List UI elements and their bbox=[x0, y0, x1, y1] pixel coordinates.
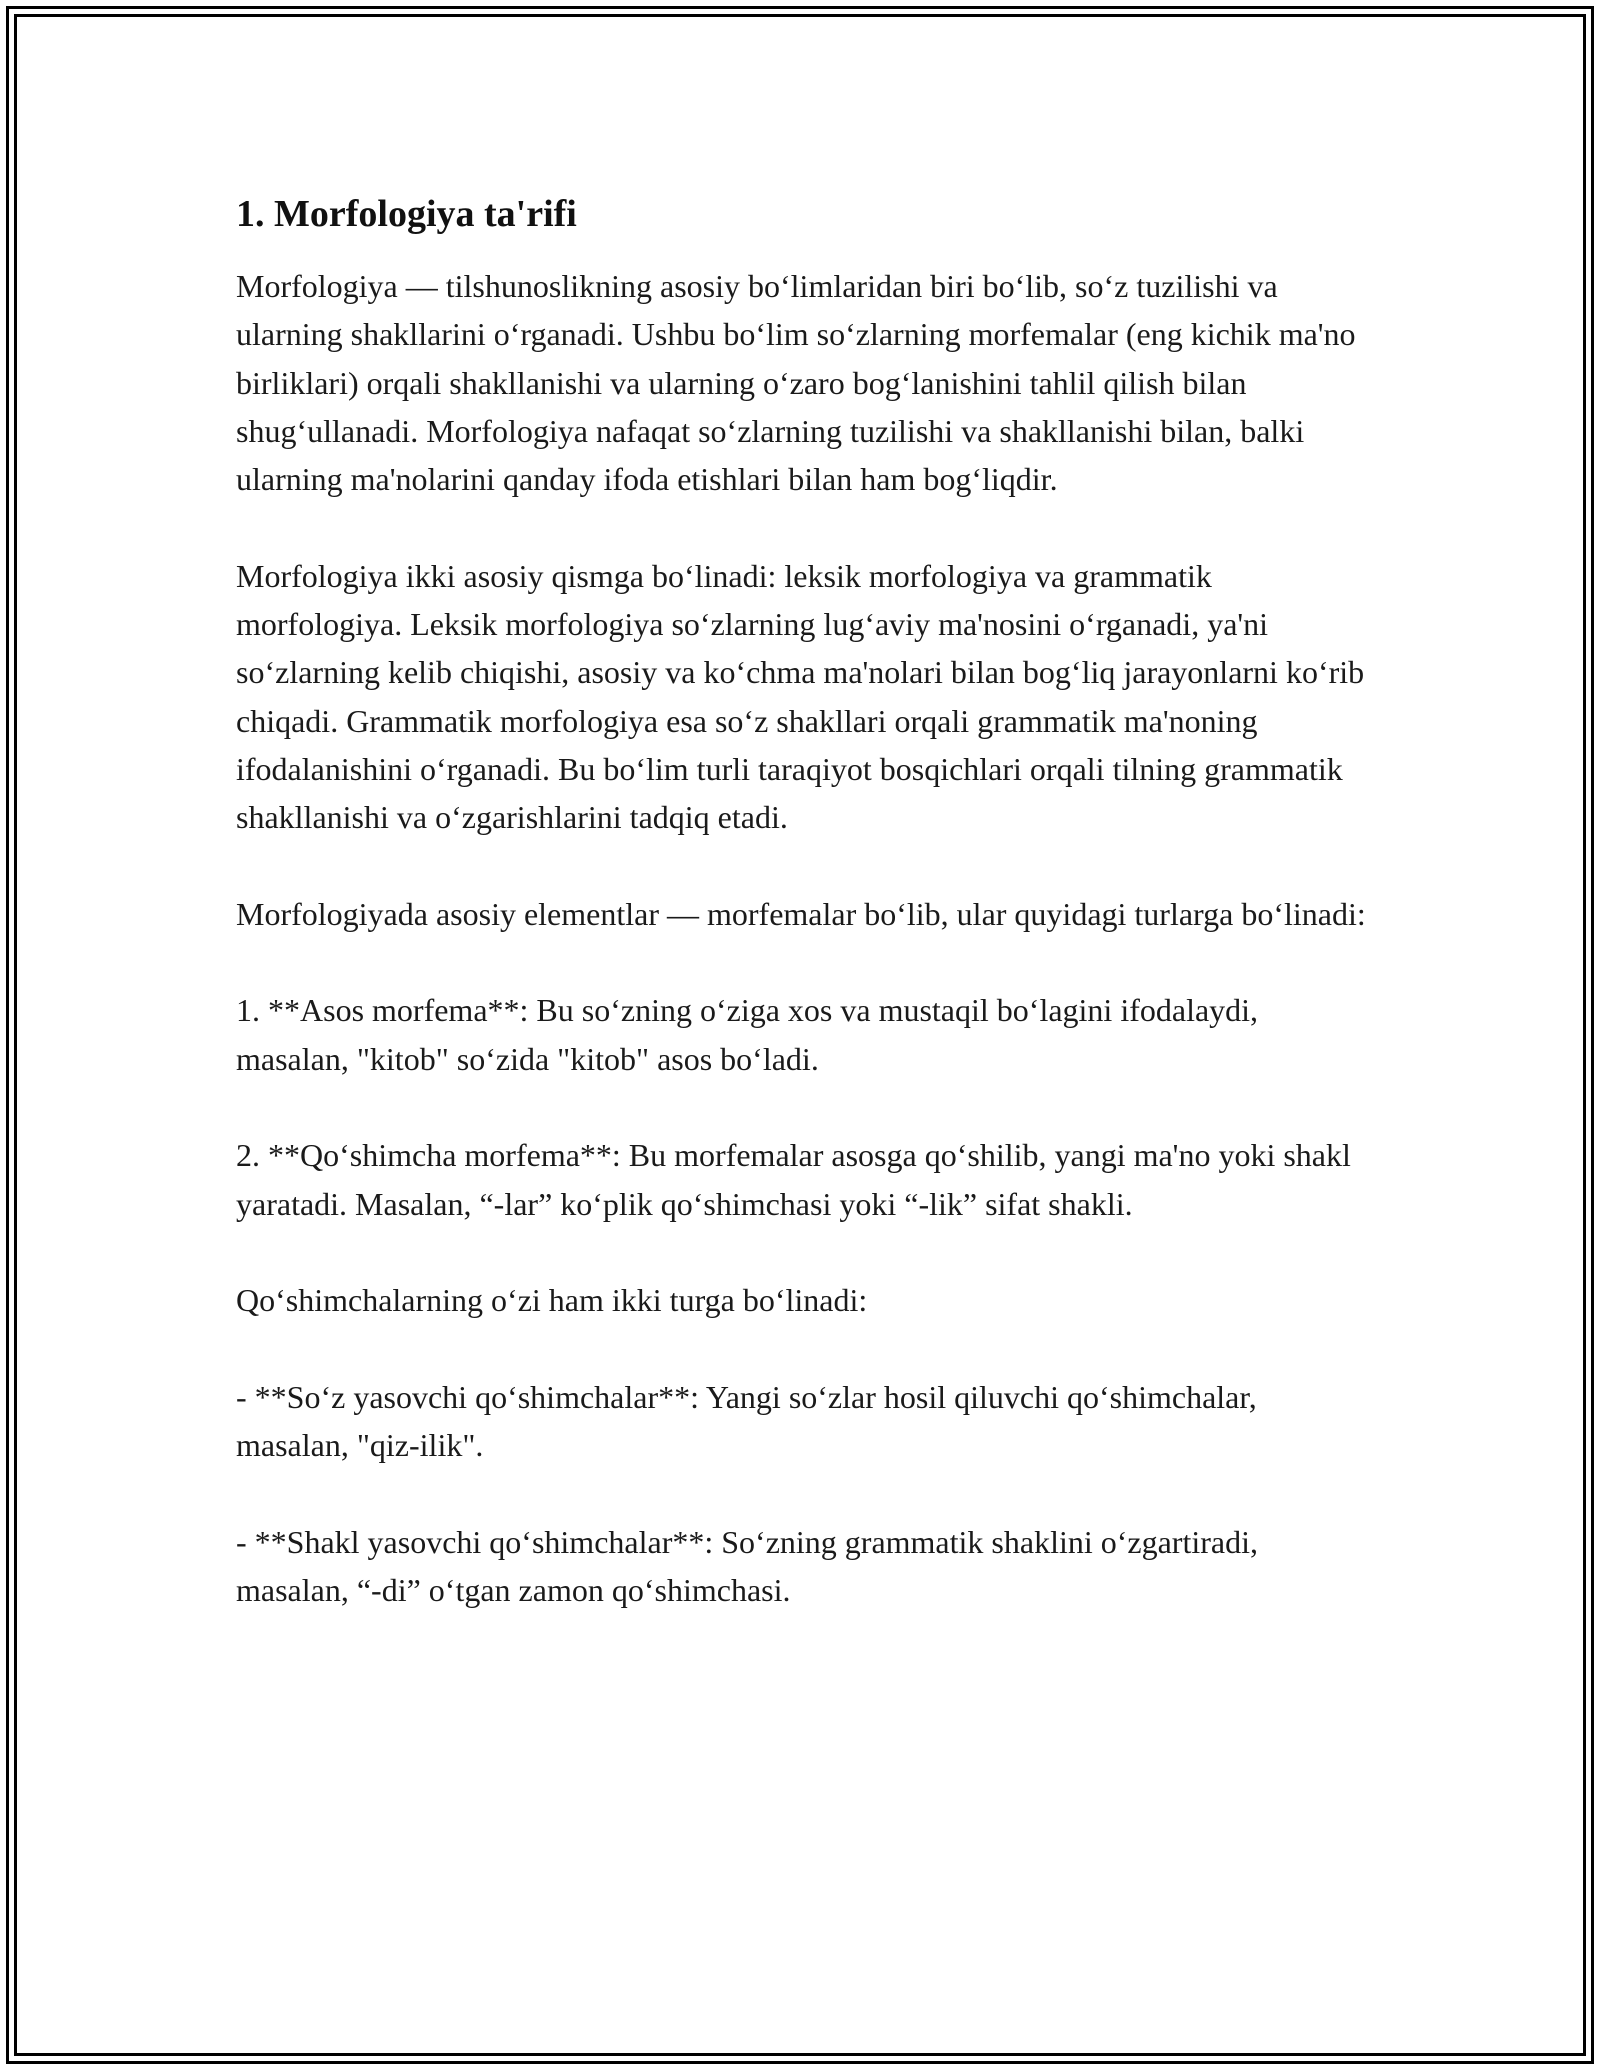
paragraph-root-morpheme: 1. **Asos morfema**: Bu so‘zning o‘ziga xos va mustaqil bo‘lagini ifodalaydi, masalan, "kitob" so‘zida "kitob" asos bo‘ladi. bbox=[236, 992, 1259, 1077]
paragraph-affix-morpheme: 2. **Qo‘shimcha morfema**: Bu morfemalar asosga qo‘shilib, yangi ma'no yoki shakl yaratadi. Masalan, “-lar” ko‘plik qo‘shimchasi yoki “-lik” sifat shakli. bbox=[236, 1137, 1351, 1222]
paragraph-inflectional-affixes: - **Shakl yasovchi qo‘shimchalar**: So‘zning grammatik shaklini o‘zgartiradi, masalan, “-di” o‘tgan zamon qo‘shimchasi. bbox=[236, 1523, 1258, 1609]
page-title: 1. Morfologiya ta'rifi bbox=[236, 193, 577, 235]
paragraph-definition: Morfologiya — tilshunoslikning asosiy bo‘limlaridan biri bo‘lib, so‘z tuzilishi va ularning shakllarini o‘rganadi. Ushbu bo‘lim so‘zlarning morfemalar (eng kichik ma'no birliklari) orqali shakllanishi va ularning o‘zaro bog‘lanishini tahlil qilish bilan shug‘ullanadi. Morfologiya nafaqat so‘zlarning tuzilishi va shakllanishi bilan, balki ularning ma'nolarini qanday ifoda etishlari bilan ham bog‘liqdir. bbox=[236, 268, 1356, 498]
paragraph-divisions: Morfologiya ikki asosiy qismga bo‘linadi: leksik morfologiya va grammatik morfologiya. Leksik morfologiya so‘zlarning lug‘aviy ma'nosini o‘rganadi, ya'ni so‘zlarning kelib chiqishi, asosiy va ko‘chma ma'nolari bilan bog‘liq jarayonlarni ko‘rib chiqadi. Grammatik morfologiya esa so‘z shakllari orqali grammatik ma'noning ifodalanishini o‘rganadi. Bu bo‘lim turli taraqiyot bosqichlari orqali tilning grammatik shakllanishi va o‘zgarishlarini tadqiq etadi. bbox=[236, 557, 1365, 836]
paragraph-affix-types-intro: Qo‘shimchalarning o‘zi ham ikki turga bo‘linadi: bbox=[236, 1282, 868, 1319]
document-body bbox=[236, 186, 1366, 1663]
paragraph-elements-intro: Morfologiyada asosiy elementlar — morfemalar bo‘lib, ular quyidagi turlarga bo‘linadi: bbox=[236, 895, 1366, 932]
paragraph-derivational-affixes: - **So‘z yasovchi qo‘shimchalar**: Yangi so‘zlar hosil qiluvchi qo‘shimchalar, masalan, "qiz-ilik". bbox=[236, 1378, 1257, 1464]
